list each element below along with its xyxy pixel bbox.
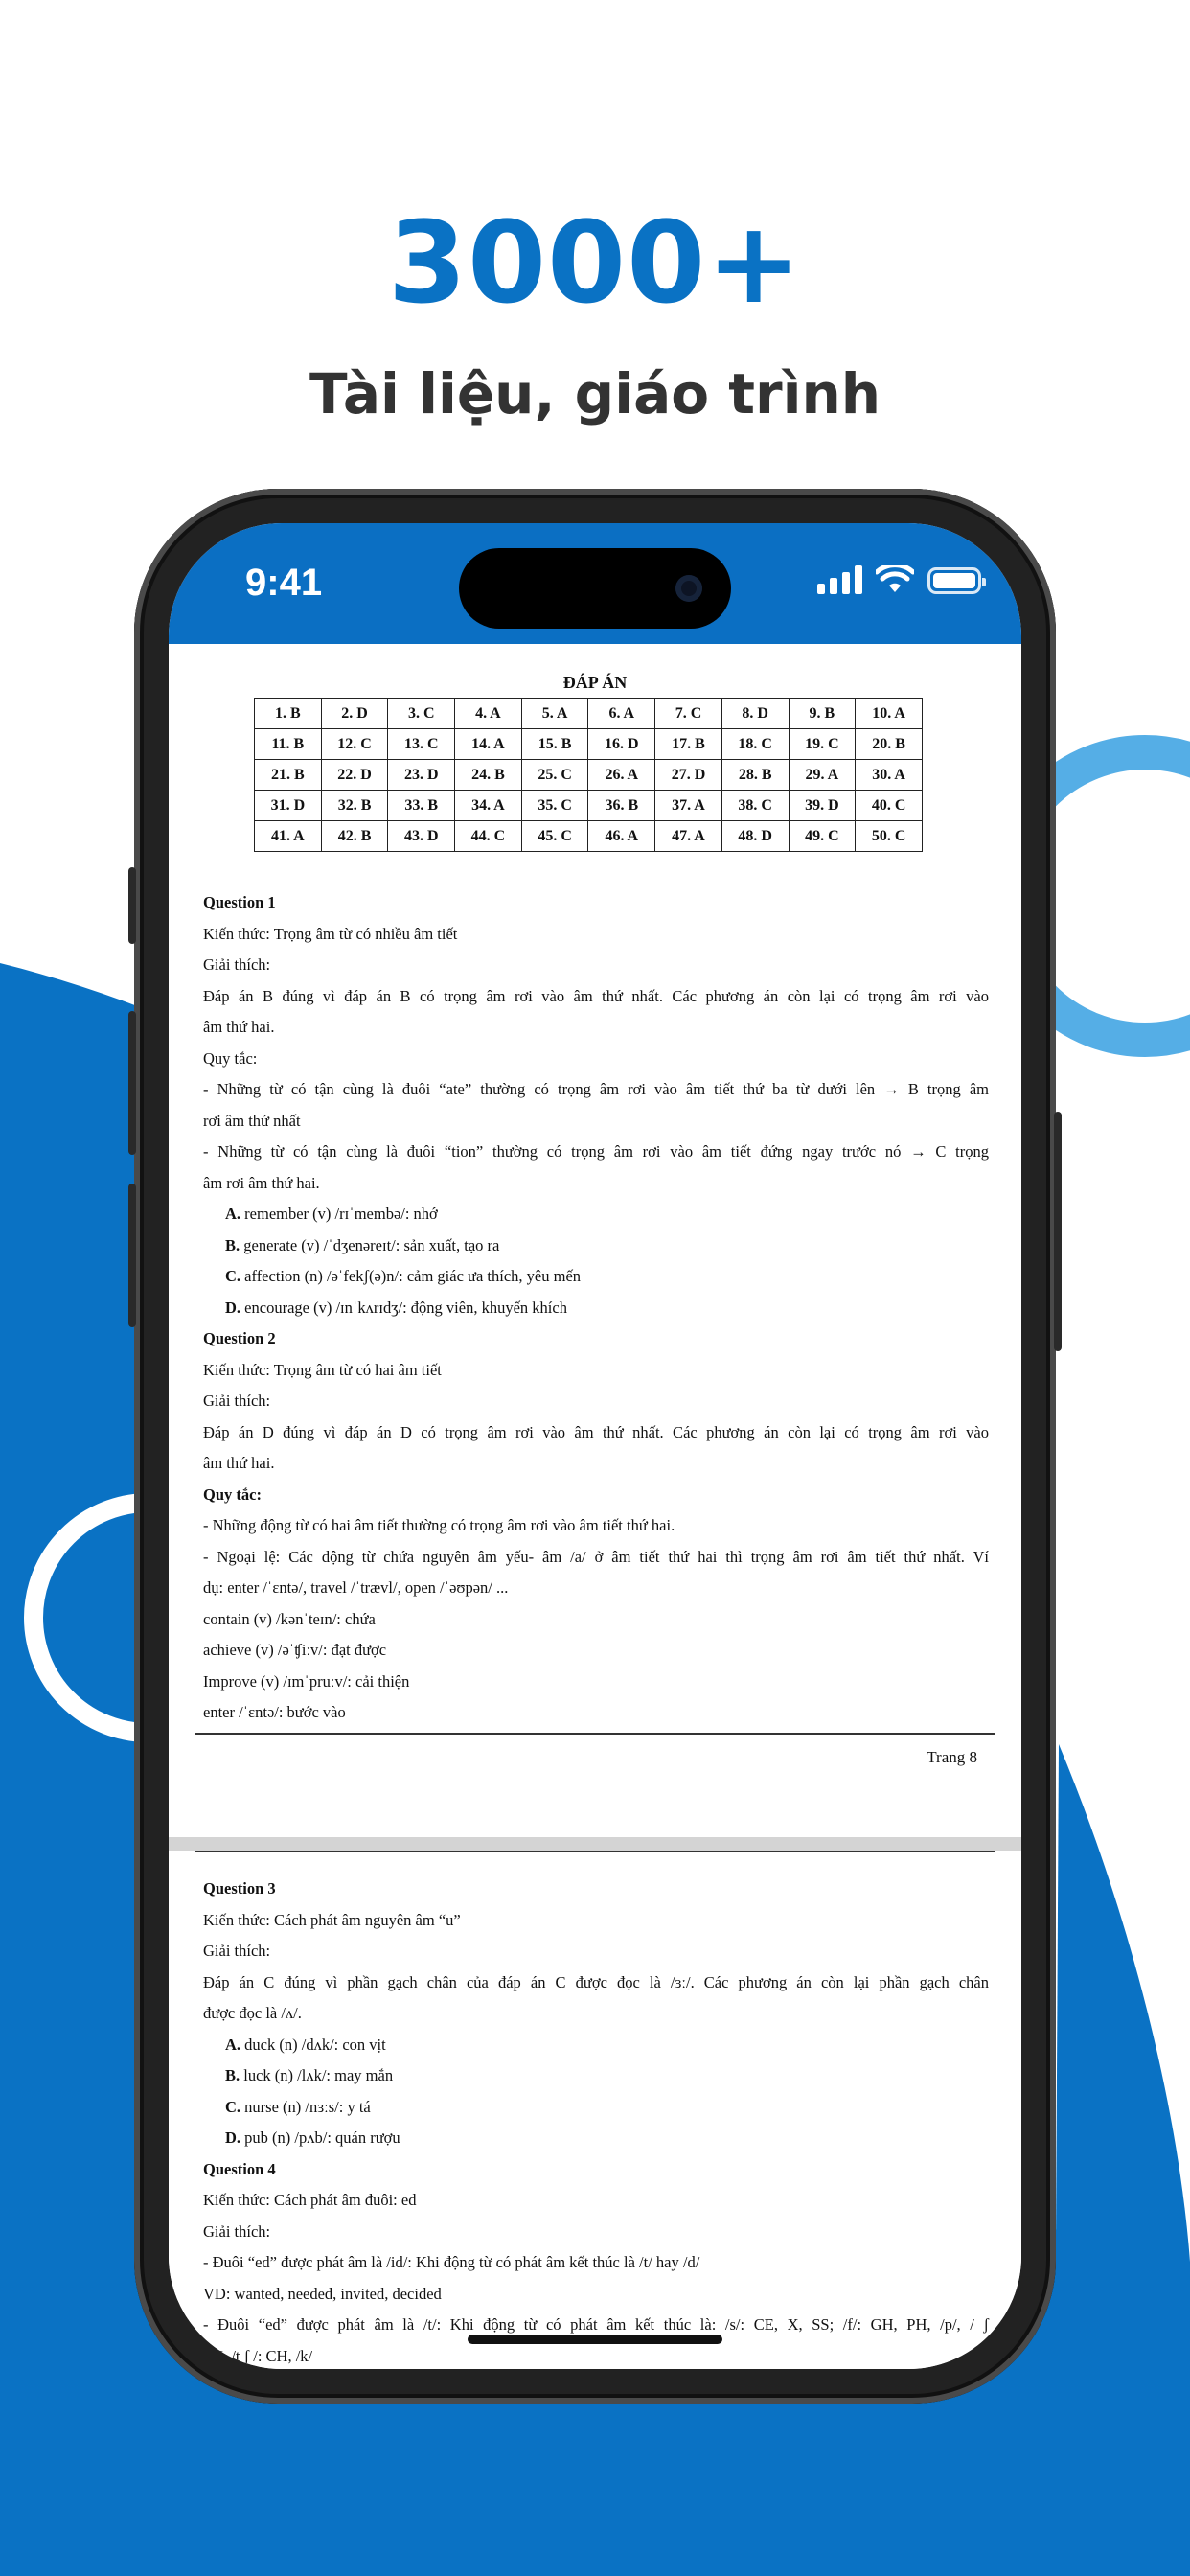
answer-row <box>255 760 923 791</box>
text-line: A. remember (v) /rɪˈmembə/: nhớ <box>225 1205 438 1223</box>
answer-cell: 22. D <box>321 760 388 791</box>
wifi-icon <box>876 565 914 594</box>
section-heading: Question 3 <box>203 1879 276 1898</box>
answer-cell: 10. A <box>856 699 923 729</box>
status-icons <box>817 565 981 594</box>
answer-cell: 41. A <box>255 821 322 852</box>
answer-cell: 13. C <box>388 729 455 760</box>
answer-cell: 19. C <box>789 729 856 760</box>
text-line: âm thứ hai. <box>203 1018 275 1036</box>
text-line: enter /ˈɛntə/: bước vào <box>203 1703 346 1721</box>
text-line: B. generate (v) /ˈdʒenəreɪt/: sản xuất, tạo ra <box>225 1235 500 1254</box>
answer-cell: 7. C <box>655 699 722 729</box>
text-line: Giải thích: <box>203 1942 271 1960</box>
page-text <box>203 887 989 1729</box>
answer-cell: 1. B <box>255 699 322 729</box>
answer-cell: 37. A <box>655 791 722 821</box>
text-line: C. nurse (n) /nɜːs/: y tá <box>225 2097 371 2116</box>
phone-screen <box>169 523 1021 2369</box>
text-line: contain (v) /kənˈteɪn/: chứa <box>203 1609 376 1628</box>
page-separator <box>169 1837 1021 1851</box>
dynamic-island <box>459 548 731 629</box>
section-heading: Question 1 <box>203 893 276 911</box>
text-line: - Ngoại lệ: Các động từ chứa nguyên âm yếu- âm /a/ ở âm tiết thứ hai thì trọng âm rơi âm tiết thứ nhất. Ví <box>203 1547 989 1566</box>
answer-row <box>255 729 923 760</box>
text-line: - Đuôi “ed” được phát âm là /id/: Khi động từ có phát âm kết thúc là /t/ hay /d/ <box>203 2253 700 2271</box>
answer-cell: 31. D <box>255 791 322 821</box>
text-line: rơi âm thứ nhất <box>203 1111 301 1130</box>
status-bar <box>169 523 1021 644</box>
text-line: âm thứ hai. <box>203 1454 275 1472</box>
answer-cell: 3. C <box>388 699 455 729</box>
answer-row <box>255 821 923 852</box>
status-time: 9:41 <box>245 562 323 604</box>
answer-cell: 47. A <box>655 821 722 852</box>
page-text <box>203 1874 989 2369</box>
answer-cell: 43. D <box>388 821 455 852</box>
answer-cell: 15. B <box>521 729 588 760</box>
answer-cell: 34. A <box>455 791 522 821</box>
answer-row <box>255 699 923 729</box>
text-line: Kiến thức: Trọng âm từ có nhiều âm tiết <box>203 924 458 943</box>
answer-cell: 18. C <box>721 729 789 760</box>
section-heading: Question 4 <box>203 2159 276 2178</box>
text-line: Improve (v) /ɪmˈpruːv/: cải thiện <box>203 1671 410 1690</box>
answer-cell: 42. B <box>321 821 388 852</box>
answer-key-title: ĐÁP ÁN <box>562 673 628 692</box>
text-line: C. affection (n) /əˈfekʃ(ə)n/: cảm giác ưa thích, yêu mến <box>225 1267 582 1285</box>
answer-cell: 44. C <box>455 821 522 852</box>
answer-cell: 20. B <box>856 729 923 760</box>
text-line: Đáp án C đúng vì phần gạch chân của đáp án C được đọc là /ɜː/. Các phương án còn lại phần gạch chân <box>203 1972 989 1991</box>
phone-silent-switch <box>128 867 136 944</box>
text-line: Kiến thức: Cách phát âm đuôi: ed <box>203 2191 417 2209</box>
battery-icon <box>927 567 981 594</box>
phone-power-button <box>1054 1112 1062 1351</box>
text-line: Giải thích: <box>203 1392 271 1410</box>
home-indicator[interactable] <box>468 2334 722 2344</box>
answer-cell: 36. B <box>588 791 655 821</box>
text-line: D. pub (n) /pʌb/: quán rượu <box>225 2128 400 2147</box>
header-divider <box>195 1851 995 1852</box>
text-line: VD: wanted, needed, invited, decided <box>203 2284 442 2303</box>
answer-cell: 24. B <box>455 760 522 791</box>
answer-cell: 21. B <box>255 760 322 791</box>
answer-cell: 30. A <box>856 760 923 791</box>
answer-cell: 38. C <box>721 791 789 821</box>
document-page <box>169 1851 1021 2369</box>
headline-subtitle: Tài liệu, giáo trình <box>309 361 881 426</box>
answer-cell: 27. D <box>655 760 722 791</box>
answer-cell: 25. C <box>521 760 588 791</box>
answer-cell: 49. C <box>789 821 856 852</box>
answer-cell: 40. C <box>856 791 923 821</box>
footer-divider <box>195 1733 995 1735</box>
text-line: - Những động từ có hai âm tiết thường có trọng âm rơi vào âm tiết thứ hai. <box>203 1516 675 1534</box>
page-number: Trang 8 <box>927 1748 977 1766</box>
text-line: được đọc là /ʌ/. <box>203 2004 302 2022</box>
text-line: dụ: enter /ˈɛntə/, travel /ˈtrævl/, open /ˈəʊpən/ ... <box>203 1578 509 1597</box>
answer-cell: 32. B <box>321 791 388 821</box>
answer-cell: 33. B <box>388 791 455 821</box>
text-line: - Đuôi “ed” được phát âm là /t/: Khi động từ có phát âm kết thúc là: /s/: CE, X, SS; /f/: GH, PH, /p/, / ʃ <box>203 2315 989 2334</box>
answer-cell: 8. D <box>721 699 789 729</box>
answer-row <box>255 791 923 821</box>
text-line: SH, /t ʃ /: CH, /k/ <box>203 2346 313 2365</box>
text-line: âm rơi âm thứ hai. <box>203 1173 320 1192</box>
answer-cell: 46. A <box>588 821 655 852</box>
phone-volume-up <box>128 1011 136 1155</box>
answer-cell: 23. D <box>388 760 455 791</box>
answer-cell: 9. B <box>789 699 856 729</box>
answer-cell: 17. B <box>655 729 722 760</box>
text-line: Đáp án B đúng vì đáp án B có trọng âm rơi vào âm thứ nhất. Các phương án còn lại có trọng âm rơi vào <box>203 986 989 1005</box>
answer-cell: 26. A <box>588 760 655 791</box>
text-line: A. duck (n) /dʌk/: con vịt <box>225 2035 386 2054</box>
answer-cell: 48. D <box>721 821 789 852</box>
answer-cell: 4. A <box>455 699 522 729</box>
answer-cell: 45. C <box>521 821 588 852</box>
cellular-signal-icon <box>817 565 862 594</box>
section-heading: Question 2 <box>203 1329 276 1347</box>
headline-count: 3000+ <box>387 196 803 329</box>
text-line: achieve (v) /əˈʧiːv/: đạt được <box>203 1641 387 1659</box>
answer-cell: 12. C <box>321 729 388 760</box>
front-camera-icon <box>675 575 702 602</box>
text-line: D. encourage (v) /ɪnˈkʌrɪdʒ/: động viên, khuyến khích <box>225 1298 567 1317</box>
answer-cell: 50. C <box>856 821 923 852</box>
text-line: Kiến thức: Trọng âm từ có hai âm tiết <box>203 1360 442 1379</box>
answer-cell: 29. A <box>789 760 856 791</box>
answer-cell: 2. D <box>321 699 388 729</box>
text-line: Giải thích: <box>203 2221 271 2241</box>
text-line: - Những từ có tận cùng là đuôi “ate” thường có trọng âm rơi vào âm tiết thứ ba từ dưới lên → B trọng âm <box>203 1080 989 1098</box>
document-page <box>169 644 1021 1837</box>
section-heading: Quy tắc: <box>203 1484 262 1504</box>
text-line: Kiến thức: Cách phát âm nguyên âm “u” <box>203 1910 461 1929</box>
text-line: Quy tắc: <box>203 1048 258 1068</box>
answer-cell: 28. B <box>721 760 789 791</box>
answer-cell: 6. A <box>588 699 655 729</box>
text-line: B. luck (n) /lʌk/: may mắn <box>225 2066 394 2084</box>
answer-cell: 14. A <box>455 729 522 760</box>
pdf-document-viewer[interactable] <box>169 644 1021 2369</box>
answer-key-table <box>254 698 923 852</box>
text-line: Giải thích: <box>203 955 271 974</box>
answer-cell: 16. D <box>588 729 655 760</box>
answer-cell: 11. B <box>255 729 322 760</box>
phone-frame <box>134 489 1056 2404</box>
answer-cell: 35. C <box>521 791 588 821</box>
text-line: Đáp án D đúng vì đáp án D có trọng âm rơi vào âm thứ nhất. Các phương án còn lại có trọng âm rơi vào <box>203 1422 989 1441</box>
phone-volume-down <box>128 1184 136 1327</box>
answer-cell: 39. D <box>789 791 856 821</box>
answer-cell: 5. A <box>521 699 588 729</box>
text-line: - Những từ có tận cùng là đuôi “tion” thường có trọng âm rơi vào âm tiết đứng ngay trước nó → C trọng <box>203 1142 989 1161</box>
